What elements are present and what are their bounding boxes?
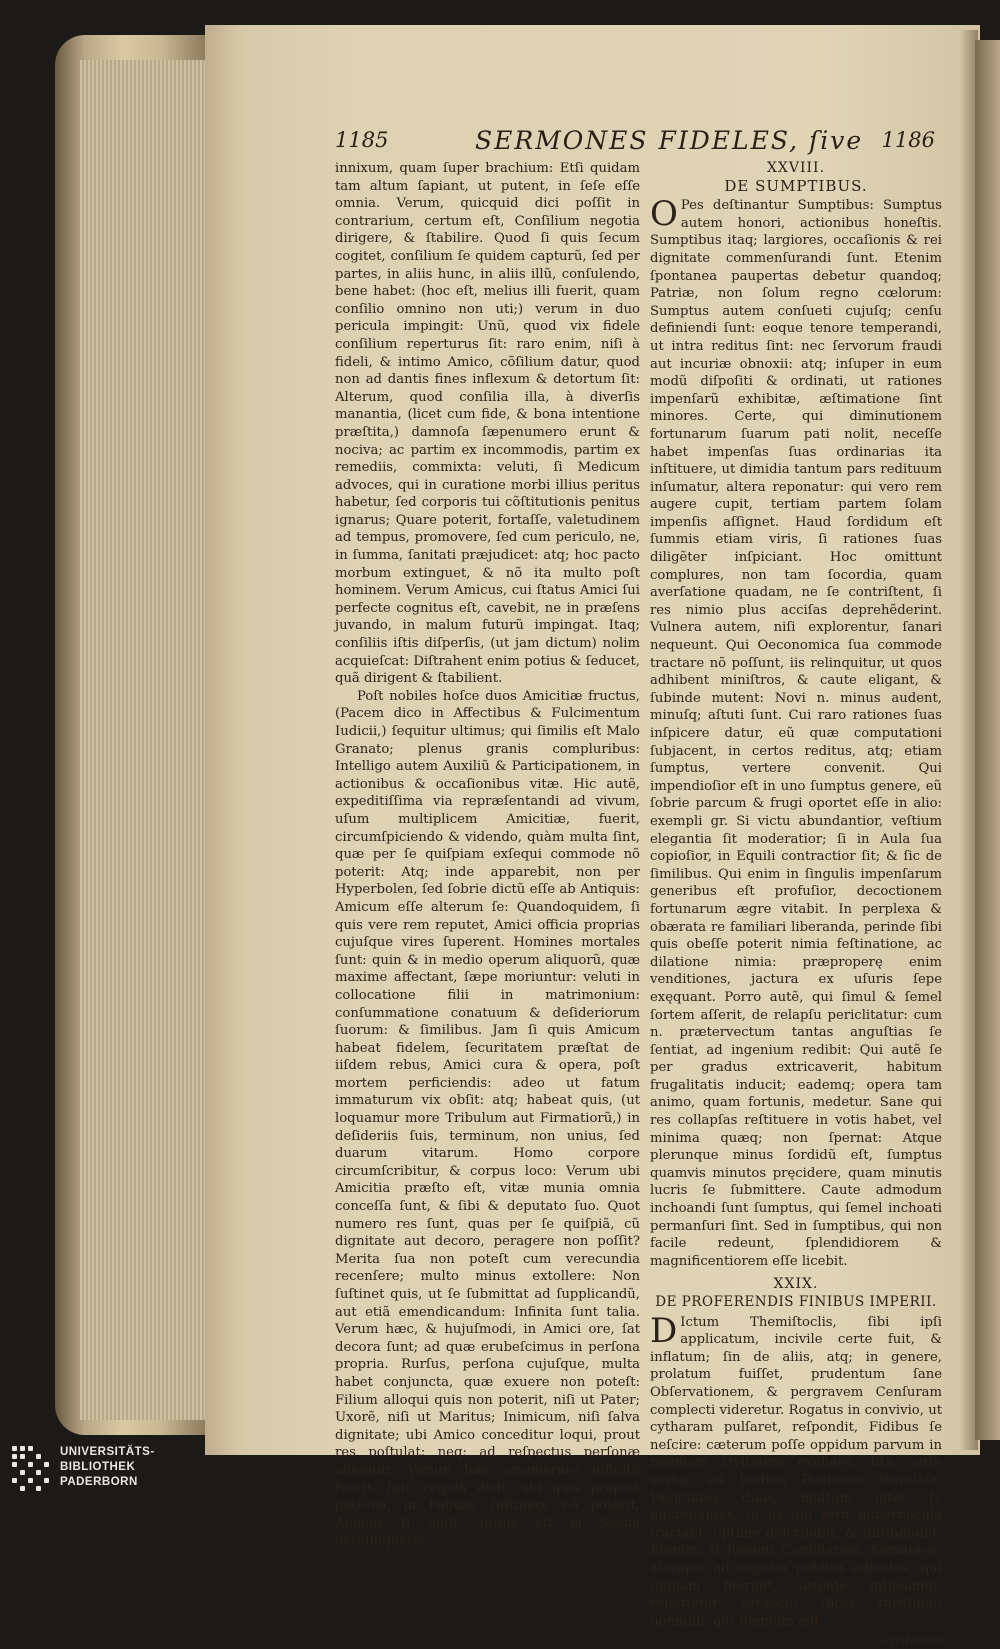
section-29-dropcap: D bbox=[650, 1310, 678, 1351]
section-29-number: XXIX. bbox=[773, 1276, 819, 1293]
right-page-number: 1186 bbox=[881, 128, 935, 152]
section-28-text: Pes deſtinantur Sumptibus: Sumptus autem honori, actionibus honeſtis. Sumptibus itaq; largiores, occaſionis & rei dignitate commenſurandi ſunt. Etenim ſpontanea paupertas debetur quandoq; Patriæ, non ſolum regno cœlorum: Sumptus autem conſueti cujuſq; cenſu definiendi ſunt: eoque tenore temperandi, ut intra reditus ſint: nec ſervorum fraudi aut incuriæ obnoxii: atq; inſuper in eum modũ diſpoſiti & ordinati, ut rationes impenſarũ exhibitæ, æſtimatione ſint minores. Certe, qui diminutionem fortunarum ſuarum pati nolit, neceſſe habet impenſas ſuas ordinarias ita inſtituere, ut dimidia tantum pars redituum inſumatur, altera reponatur: qui vero rem augere cupit, tertiam partem ſolam impenſis aſſignet. Haud ſordidum eſt ſummis etiam viris, ſi rationes ſuas diligẽter inſpiciant. Hoc omittunt complures, non tam ſocordia, quam averſatione quadam, ne ſe contriſtent, ſi res nimio plus acciſas deprehẽderint. Vulnera autem, niſi explorentur, ſanari nequeunt. Qui Oeconomica ſua commode tractare nõ poſſunt, iis relinquitur, ut quos adhibent miniſtros, & caute eligant, & ſubinde mutent: Novi n. minus audent, minuſq; aſtuti ſunt. Cui raro rationes ſuas inſpicere datur, eũ quæ computationi ſubjacent, in certos reditus, atq; etiam ſumptus, vertere convenit. Qui impendioſior eſt in uno ſumptus genere, eũ ſobrie parcum & frugi oportet eſſe in alio: exempli gr. Si victu abundantior, veſtium elegantia ſit moderatior; ſi in Aula ſua copioſior, in Equili contractior ſit; & ſic de ſimilibus. Qui enim in ſingulis impenſarum generibus eſt profuſior, decoctionem fortunarum ægre vitabit. In perplexa & obærata re familiari liberanda, perinde ſibi quis obeſſe poterit nimia feſtinatione, ac dilatione nimia: præproperę enim venditiones, jactura ex uſuris ſepe exęquant. Porro autẽ, qui ſimul & ſemel ſortem aſſerit, de relapſu periclitatur: cum n. prætervectum tantas anguſtias ſe ſentiat, ad ingenium redibit: Qui autẽ ſe per gradus extricaverit, habitum frugalitatis inducit; eademq; opera tam animo, quam fortunis, medetur. Sane qui res collapſas reſtituere in votis habet, vel minima quæq; non ſpernat: Atque plerunque minus ſordidũ eſt, ſumptus quamvis minutos pręcidere, quam minutis lucris ſe ſubmittere. Caute admodum inchoandi ſunt ſumptus, qui ſemel inchoati permanſuri ſint. Sed in ſumptibus, qui non facile redeunt, ſplendidiorem & magnificentiorem eſſe licebit. bbox=[650, 198, 942, 1269]
library-logo bbox=[8, 1442, 208, 1498]
section-29-title: DE PROFERENDIS FINIBUS IMPERII. bbox=[655, 1294, 937, 1310]
facing-page-edge bbox=[975, 40, 1000, 1440]
left-paragraph-1: innixum, quam ſuper brachium: Etſi quidam tam altum ſapiant, ut putent, in ſeſe eſſe omnia. Verum, quicquid dici poſſit in contrarium, certum eſt, Conſilium negotia dirigere, & ſtabilire. Quod ſi quis ſecum cogitet, conſilium ſe quidem capturũ, ſed per partes, in aliis hunc, in aliis illũ, conſulendo, bene habet: (hoc eſt, melius illi fuerit, quam conſilio omnino non uti;) verum in duo pericula impingit: Unũ, quod vix fidele conſilium reperturus ſit: raro enim, niſi à fideli, & intimo Amico, cõſilium datur, quod non ad dantis fines inflexum & detortum ſit: Alterum, quod conſilia illa, à diverſis manantia, (licet cum fide, & bona intentione præſtita,) damnoſa ſæpenumero erunt & nociva; ac partim ex incommodis, partim ex remediis, commixta: veluti, ſi Medicum advoces, qui in curatione morbi illius peritus habetur, ſed corporis tui cõſtitutionis penitus ignarus; Quare poterit, fortaſſe, valetudinem ad tempus, promovere, ſed cum periculo, ne, in ſumma, ſanitati præjudicet: atq; hoc pacto morbum extinguet, & nõ ita multo poſt hominem. Verum Amicus, cui ſtatus Amici ſui perfecte cognitus eſt, cavebit, ne in præſens juvando, in malum futurũ impingat. Itaq; conſiliis iſtis diſperſis, (ut jam dictum) nolim acquieſcat: Diſtrahent enim potius & ſeducet, quã dirigent & ſtabilient. bbox=[335, 161, 640, 687]
logo-line-1: UNIVERSITÄTS- bbox=[60, 1446, 155, 1458]
logo-line-3: PADERBORN bbox=[60, 1476, 138, 1488]
catchword: Civitatem bbox=[880, 1632, 942, 1648]
left-column bbox=[335, 160, 640, 1550]
section-29-paragraph bbox=[650, 1310, 942, 1631]
section-28-dropcap: O bbox=[650, 194, 678, 235]
page-header bbox=[335, 128, 935, 162]
left-paragraph-2: Poſt nobiles hoſce duos Amicitiæ fructus, (Pacem dico in Affectibus & Fulcimentum Iudicii,) ſequitur ultimus; qui ſimilis eſt Malo Granato; plenus granis compluribus: Intelligo autem Auxiliũ & Participationem, in actionibus & occaſionibus vitæ. Hic autẽ, expeditiſſima via repræſentandi ad vivum, uſum multiplicem Amicitiæ, fuerit, circumſpiciendo & videndo, quàm multa ſint, quæ per ſe quiſpiam exſequi commode nõ poterit: Atq; inde apparebit, non per Hyperbolen, ſed ſobrie dictũ eſſe ab Antiquis: Amicum eſſe alterum ſe: Quandoquidem, ſi quis vere rem reputet, Amici officia proprias cujuſque vires ſuperent. Homines mortales ſunt: quin & in medio operum aliquorũ, quæ maxime affectant, ſæpe moriuntur: veluti in collocatione filii in matrimonium: conſummatione conatuum & deſideriorum ſuorum: & ſimilibus. Jam ſi quis Amicum habeat fidelem, ſecuritatem præſtat de iiſdem rebus, Amici cura & opera, poſt mortem perficiendis: adeo ut fatum immaturum vix obſit: atq; habeat quis, (ut loquamur more Tribulum aut Firmatiorũ,) in deſideriis ſuis, terminum, non unius, ſed duarum vitarum. Homo corpore circumſcribitur, & corpus loco: Verum ubi Amicitia præſto eſt, vitæ munia omnia conceſſa ſunt, & ſibi & deputato ſuo. Quot numero res ſunt, quas per ſe quiſpiã, cũ dignitate aut decoro, peragere non poſſit? Merita ſua non poteſt cum verecundia recenſere; multo minus extollere: Non ſuſtinet quis, ut ſe ſubmittat ad ſupplicandũ, aut etiã emendicandum: Infinita ſunt talia. Verum hæc, & hujuſmodi, in Amici ore, ſat decora ſunt; ad quæ erubeſcimus in perſona propria. Rurſus, perſona cujuſque, multa habet conjuncta, quæ exuere non poteſt: Filium alloqui quis non poterit, niſi ut Pater; Uxorẽ, niſi ut Maritus; Inimicum, niſi ſalva dignitate; ubi Amico conceditur loqui, prout res poſtulat: neq; ad reſpectus perſonæ alligatur. Verum hæc enumerare infinitũ fuerit. Ipſe regulã dedi: ubi quis propriã perſonã, in Fabula, ſuſtinere nõ poterit, Amicus ſi deſit, ſatius eſt ei Scenã derelinquere. bbox=[335, 688, 640, 1549]
right-column bbox=[650, 160, 942, 1649]
library-logo-icon bbox=[12, 1446, 52, 1494]
library-logo-text bbox=[60, 1445, 155, 1490]
section-29-text: Ictum Themiſtoclis, ſibi ipſi applicatum, incivile certe fuit, & inflatum; ſin de aliis, atq; in genere, prolatum fuiſſet, prudentum ſane Obſervationem, & pergravem Cenſuram complecti videretur. Rogatus in convivio, ut cytharam pulſaret, reſpondit, Fidibus ſe neſcire: cæterum poſſe oppidum parvum in magnam civitatem evehere. Iſta certe verba, ad ſenſum Politicum tranſlata, Facultates duas, multum inter ſe diſcrepantes, in iis qui rerũ gubernacula tractant, optime deſcribunt, & diſtinguunt. Etenim, ſi Regum Conſiliarios, Senatores, aliosque ad negotia publica admotos, qui uſquam fuerunt, attente intueamur, reperiętur profecto (licet rariſſime) nonnulli, qui Regnum aut bbox=[650, 1314, 942, 1629]
section-28-paragraph bbox=[650, 194, 942, 1270]
left-page-number: 1185 bbox=[335, 128, 389, 152]
page-stack bbox=[80, 60, 210, 1420]
section-28-number: XXVIII. bbox=[766, 160, 826, 176]
section-28-title: DE SUMPTIBUS. bbox=[724, 176, 868, 195]
logo-line-2: BIBLIOTHEK bbox=[60, 1461, 136, 1473]
running-head: SERMONES FIDELES, ſive bbox=[475, 126, 864, 155]
